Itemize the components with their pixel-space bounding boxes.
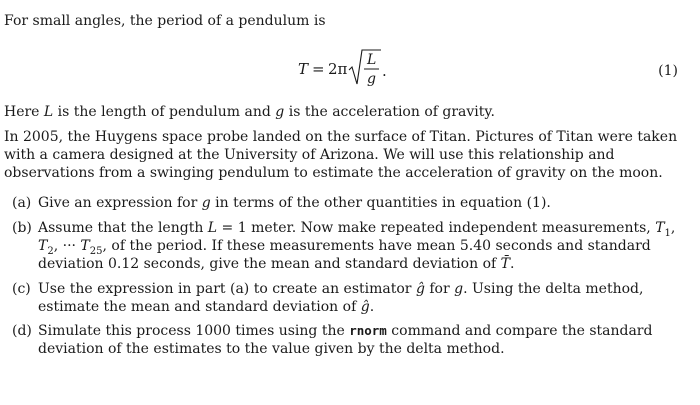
question-c bbox=[12, 280, 690, 316]
eq-trail: . bbox=[382, 62, 387, 80]
eq-numerator: L bbox=[367, 52, 377, 68]
question-c-text: Use the expression in part (a) to create an estimator ĝ for g. Using the delta method, estimate the mean and standard deviation of ĝ. bbox=[38, 281, 644, 315]
item-label: (c) bbox=[12, 281, 31, 297]
item-label: (b) bbox=[12, 220, 32, 236]
intro-text: For small angles, the period of a pendulum is bbox=[4, 13, 326, 29]
equation-number: (1) bbox=[658, 63, 678, 79]
question-d-text: Simulate this process 1000 times using the rnorm command and compare the standard deviation of the estimates to the value given by the delta method. bbox=[38, 323, 653, 357]
question-d bbox=[12, 322, 690, 358]
question-b bbox=[12, 219, 690, 273]
eq-denominator: g bbox=[367, 71, 376, 87]
eq-equals: = bbox=[312, 60, 325, 78]
item-label: (a) bbox=[12, 195, 32, 211]
var-L: L bbox=[43, 104, 54, 120]
eq-lhs: T bbox=[298, 60, 309, 78]
question-a-text: Give an expression for g in terms of the other quantities in equation (1). bbox=[38, 195, 551, 211]
question-b-text: Assume that the length L = 1 meter. Now make repeated independent measurements, $T_1$, $T_2$, ··· $T_{25}$, of the period. If these measurements have mean 5.40 seconds and standard deviation 0.12 seconds, give the mean and standard deviation of T̄. bbox=[38, 220, 676, 272]
var-g: g bbox=[275, 104, 285, 120]
item-label: (d) bbox=[12, 323, 32, 339]
eq-coef: 2π bbox=[328, 60, 348, 78]
rnorm-code: rnorm bbox=[349, 323, 387, 338]
question-a bbox=[12, 194, 690, 212]
context-paragraph: In 2005, the Huygens space probe landed on the surface of Titan. Pictures of Titan were taken with a camera designed at the University of Arizona. We will use this relationship and observations from a swinging pendulum to estimate the acceleration of gravity on the moon. bbox=[4, 129, 678, 181]
equation-1 bbox=[0, 40, 700, 90]
pendulum-formula bbox=[296, 46, 416, 90]
definitions-text: Here L is the length of pendulum and g is the acceleration of gravity. bbox=[4, 104, 495, 120]
